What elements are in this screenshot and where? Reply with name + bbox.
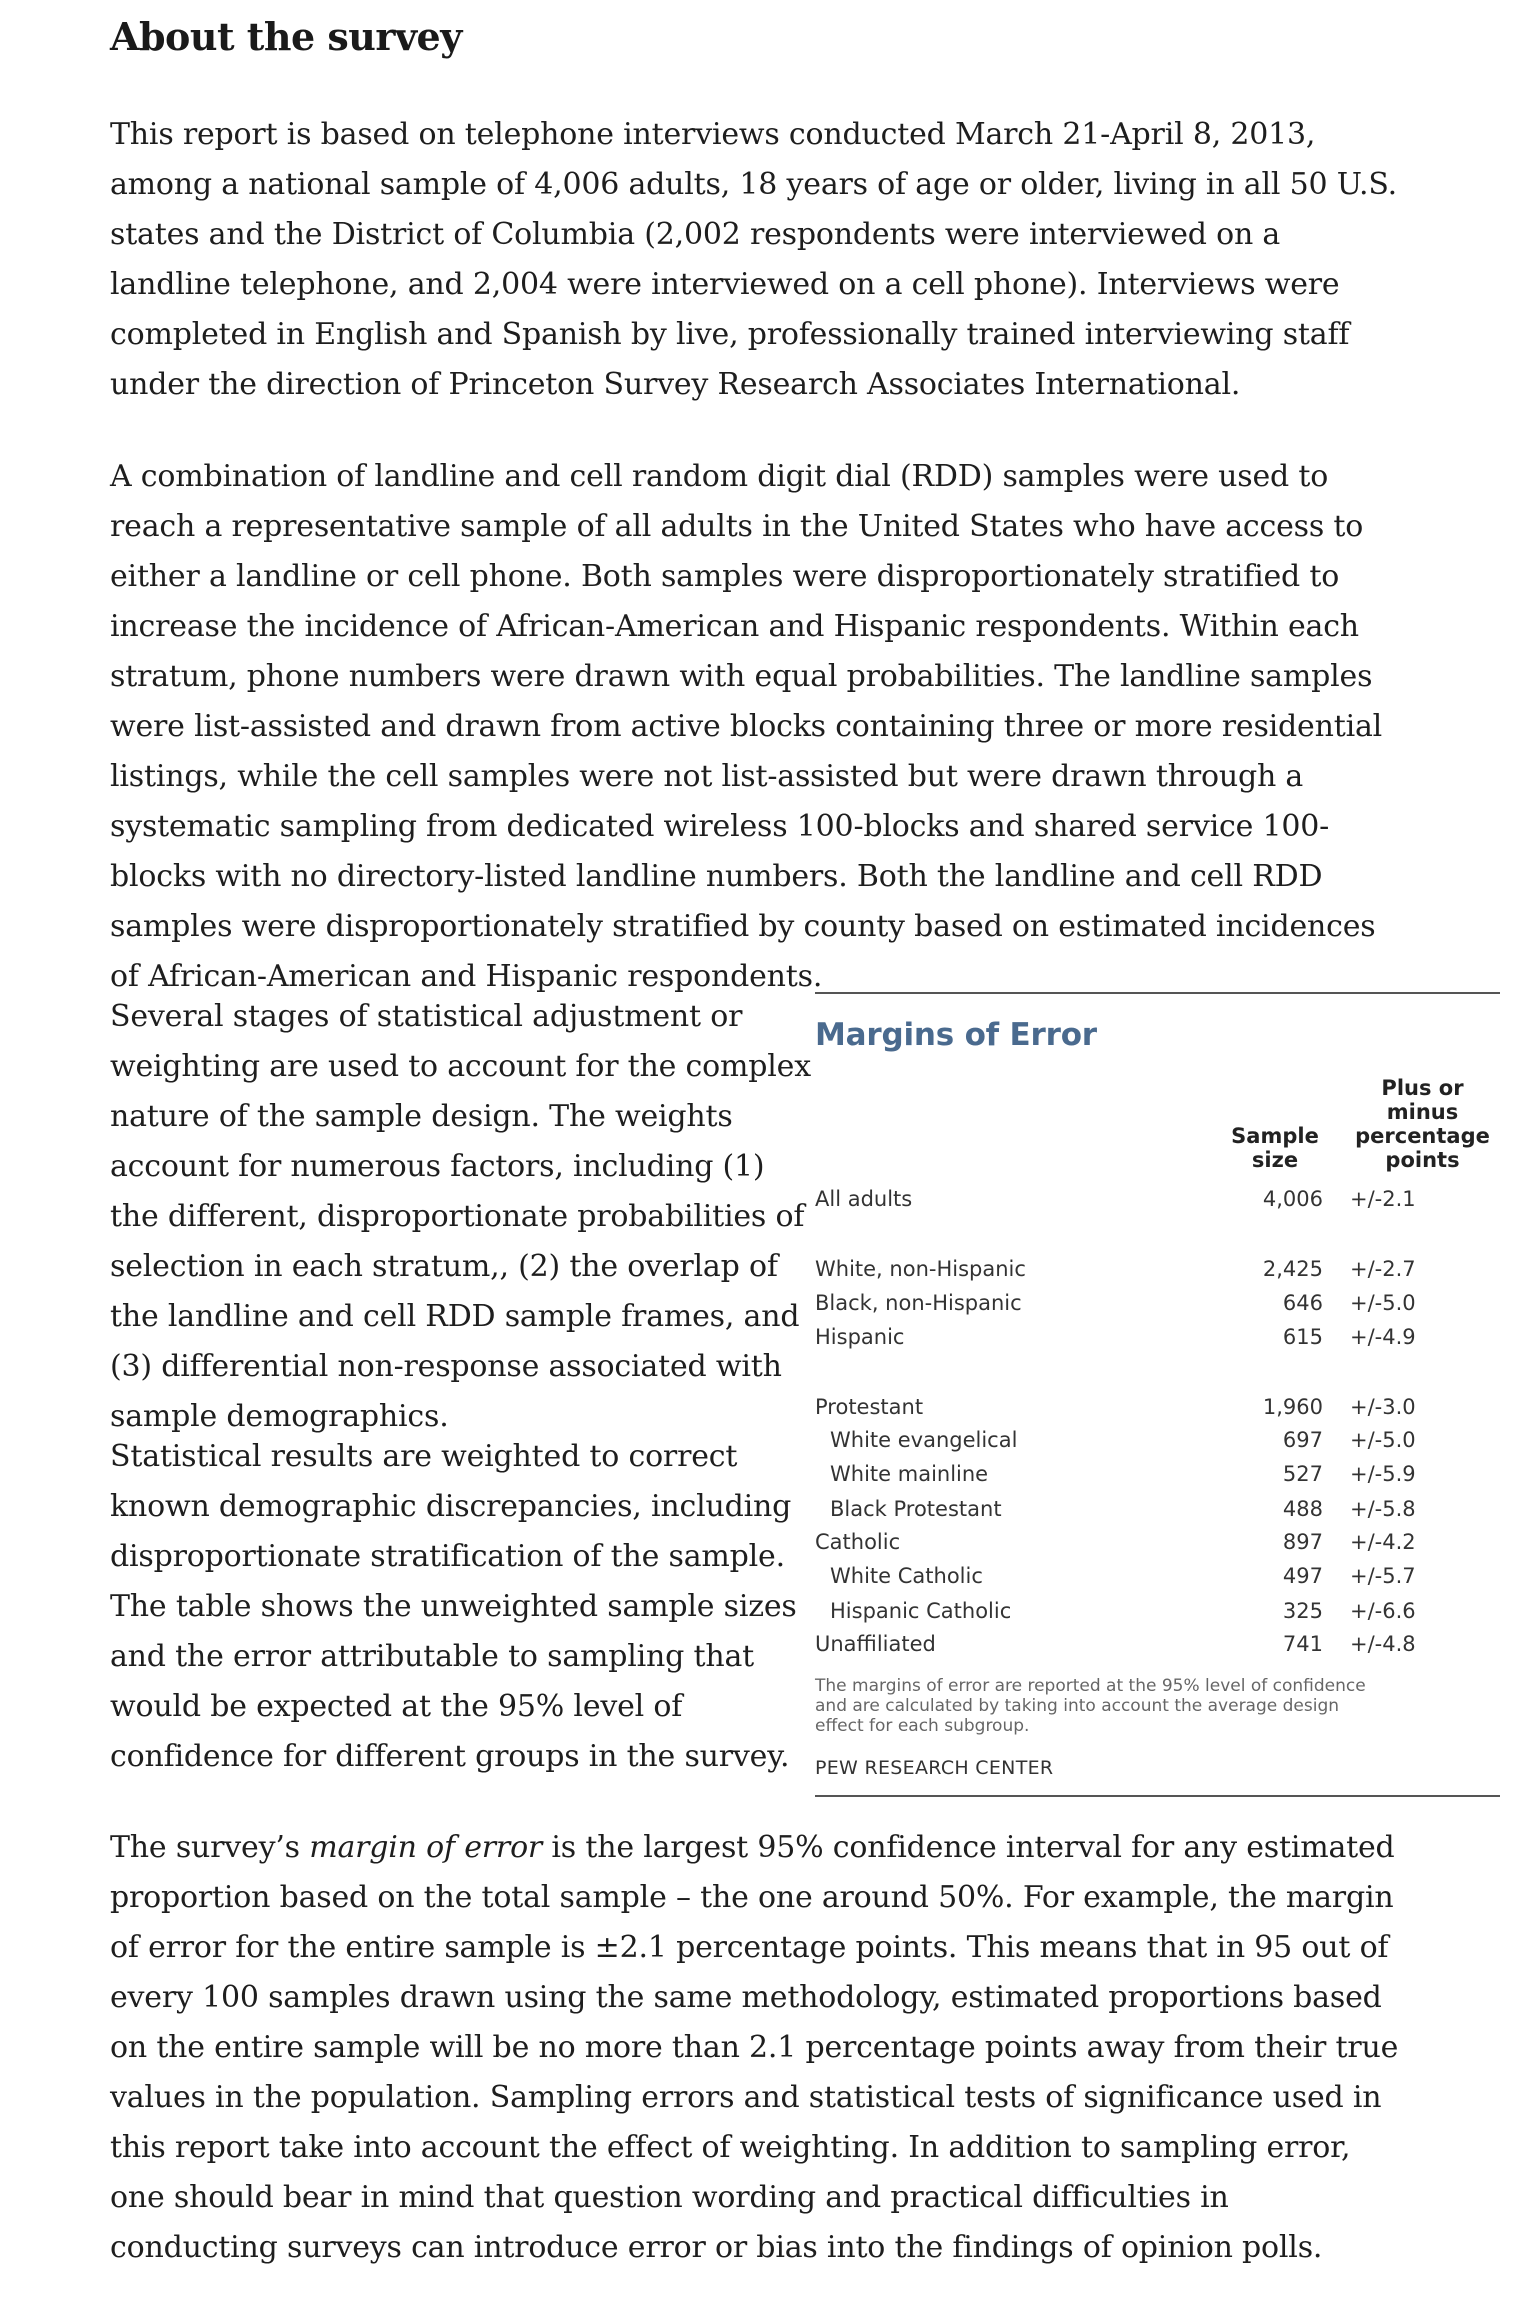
row-label: White evangelical — [830, 1428, 1018, 1452]
row-sample-size: 325 — [1282, 1599, 1323, 1623]
row-margin: +/-4.9 — [1350, 1325, 1416, 1349]
row-sample-size: 615 — [1282, 1325, 1323, 1349]
table-title: Margins of Error — [815, 1017, 1097, 1053]
paragraph-weighting: Several stages of statistical adjustment or weighting are used to account for the complex nature of the sample design. The weights account for numerous factors, including (1) the different, disproportionate probabilities of selection in each stratum,, (2) the overlap of the landline and cell RDD sample frames, and (3) differential non-response associated with sample demographics. — [110, 999, 811, 1434]
row-sample-size: 741 — [1282, 1632, 1323, 1656]
table-row — [815, 1392, 1500, 1422]
row-margin: +/-6.6 — [1350, 1599, 1416, 1623]
row-sample-size: 527 — [1282, 1462, 1323, 1486]
row-label: Hispanic Catholic — [830, 1599, 1012, 1623]
row-margin: +/-2.7 — [1350, 1257, 1416, 1281]
row-sample-size: 697 — [1282, 1428, 1323, 1452]
row-sample-size: 488 — [1282, 1497, 1323, 1521]
row-label: White, non-Hispanic — [815, 1257, 1026, 1281]
row-margin: +/-4.2 — [1350, 1530, 1416, 1554]
row-label: White mainline — [830, 1462, 989, 1486]
row-label: Unaffiliated — [815, 1632, 936, 1656]
row-margin: +/-5.0 — [1350, 1291, 1416, 1315]
table-source: PEW RESEARCH CENTER — [815, 1757, 1054, 1779]
row-label: Black, non-Hispanic — [815, 1291, 1022, 1315]
moe-text-after: is the largest 95% confidence interval for any estimated proportion based on the total sample – the one around 50%. For example, the margin of error for the entire sample is ±2.1 percentage points. This means that in 95 out of every 100 samples drawn using the same methodology, estimated proportions based on the entire sample will be no more than 2.1 percentage points away from their true values in the population. Sampling errors and statistical tests of significance used in this report take into account the effect of weighting. In addition to sampling error, one should bear in mind that question wording and practical difficulties in conducting surveys can introduce error or bias into the findings of opinion polls. — [110, 1830, 1399, 2265]
row-margin: +/-5.8 — [1350, 1497, 1416, 1521]
paragraph-sampling: A combination of landline and cell random digit dial (RDD) samples were used to reach a representative sample of all adults in the United States who have access to either a landline or cell phone. Both samples were disproportionately stratified to increase the incidence of African-American and Hispanic respondents. Within each stratum, phone numbers were drawn with equal probabilities. The landline samples were list-assisted and drawn from active blocks containing three or more residential listings, while the cell samples were not list-assisted but were drawn through a systematic sampling from dedicated wireless 100-blocks and shared service 100-blocks with no directory-listed landline numbers. Both the landline and cell RDD samples were disproportionately stratified by county based on estimated incidences of African-American and Hispanic respondents. — [110, 459, 1383, 994]
row-label: All adults — [815, 1187, 913, 1211]
row-margin: +/-5.0 — [1350, 1428, 1416, 1452]
moe-text-before: The survey’s — [110, 1830, 310, 1865]
table-row — [815, 1629, 1500, 1659]
row-sample-size: 497 — [1282, 1564, 1323, 1588]
row-margin: +/-3.0 — [1350, 1395, 1416, 1419]
table-row — [815, 1596, 1500, 1626]
table-note: The margins of error are reported at the 95% level of confidence and are calculated by taking into account the average design effect for each subgroup. — [815, 1676, 1366, 1736]
row-margin: +/-5.7 — [1350, 1564, 1416, 1588]
paragraph-margin-of-error — [110, 1823, 1400, 2273]
table-row — [815, 1425, 1500, 1455]
column-header-margin: Plus or minus percentage points — [1355, 1076, 1490, 1172]
row-label: Black Protestant — [830, 1497, 1002, 1521]
row-sample-size: 646 — [1282, 1291, 1323, 1315]
table-row — [815, 1561, 1500, 1591]
table-bottom-rule — [815, 1795, 1500, 1797]
moe-text-emphasis: margin of error — [309, 1830, 543, 1865]
row-sample-size: 1,960 — [1262, 1395, 1323, 1419]
margins-of-error-table — [815, 992, 1500, 1779]
table-row — [815, 1459, 1500, 1489]
table-row — [815, 1527, 1500, 1557]
paragraph-statistical-results: Statistical results are weighted to correct known demographic discrepancies, including disproportionate stratification of the sample. The table shows the unweighted sample sizes and the error attributable to sampling that would be expected at the 95% level of confidence for different groups in the survey. — [110, 1439, 797, 1774]
page-title: About the survey — [110, 14, 462, 59]
row-label: White Catholic — [830, 1564, 983, 1588]
table-row — [815, 1254, 1500, 1284]
row-label: Catholic — [815, 1530, 901, 1554]
row-sample-size: 2,425 — [1262, 1257, 1323, 1281]
table-row — [815, 1494, 1500, 1524]
paragraph-intro: This report is based on telephone interviews conducted March 21-April 8, 2013, among a national sample of 4,006 adults, 18 years of age or older, living in all 50 U.S. states and the District of Columbia (2,002 respondents were interviewed on a landline telephone, and 2,004 were interviewed on a cell phone). Interviews were completed in English and Spanish by live, professionally trained interviewing staff under the direction of Princeton Survey Research Associates International. — [110, 117, 1397, 402]
row-sample-size: 897 — [1282, 1530, 1323, 1554]
table-row — [815, 1288, 1500, 1318]
row-margin: +/-4.8 — [1350, 1632, 1416, 1656]
table-row — [815, 1322, 1500, 1352]
row-margin: +/-5.9 — [1350, 1462, 1416, 1486]
table-top-rule — [815, 992, 1500, 994]
row-sample-size: 4,006 — [1262, 1187, 1323, 1211]
row-margin: +/-2.1 — [1350, 1187, 1416, 1211]
row-label: Protestant — [815, 1395, 924, 1419]
table-row — [815, 1184, 1500, 1214]
column-header-sample-size: Sample size — [1231, 1124, 1319, 1172]
row-label: Hispanic — [815, 1325, 905, 1349]
